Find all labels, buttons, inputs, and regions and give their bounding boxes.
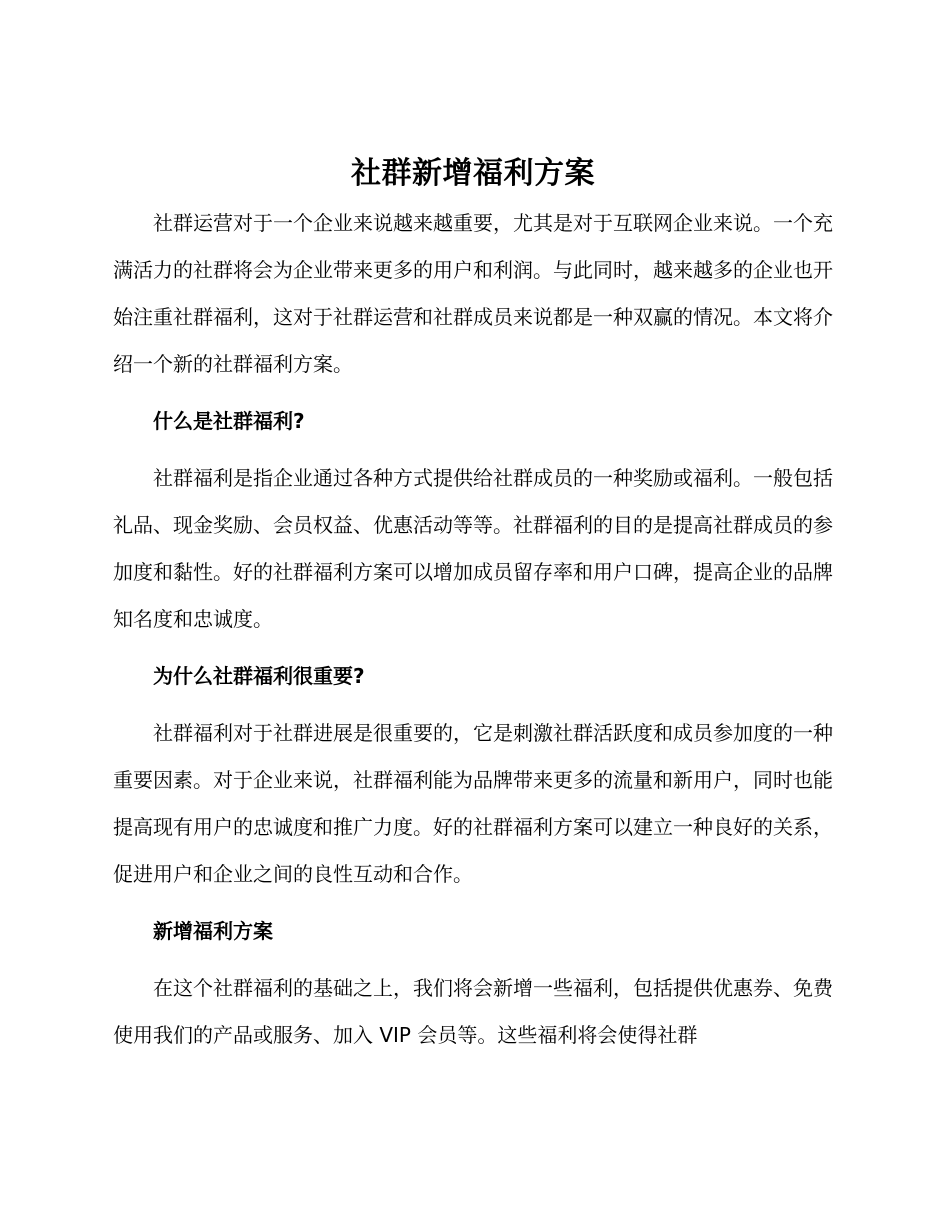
section-body-why-important: 社群福利对于社群进展是很重要的，它是刺激社群活跃度和成员参加度的一种重要因素。对于企业来说，社群福利能为品牌带来更多的流量和新用户，同时也能提高现有用户的忠诚度和推广力度。好的社群福利方案可以建立一种良好的关系，促进用户和企业之间的良性互动和合作。 <box>113 721 833 886</box>
intro-paragraph: 社群运营对于一个企业来说越来越重要，尤其是对于互联网企业来说。一个充满活力的社群将会为企业带来更多的用户和利润。与此同时，越来越多的企业也开始注重社群福利，这对于社群运营和社群成员来说都是一种双赢的情况。本文将介绍一个新的社群福利方案。 <box>113 211 833 376</box>
document-page <box>113 148 833 1069</box>
document-title: 社群新增福利方案 <box>351 156 595 191</box>
section-heading-new-plan: 新增福利方案 <box>153 919 273 943</box>
section-body-new-plan: 在这个社群福利的基础之上，我们将会新增一些福利，包括提供优惠券、免费使用我们的产品或服务、加入 VIP 会员等。这些福利将会使得社群 <box>113 976 833 1047</box>
section-body-what-is: 社群福利是指企业通过各种方式提供给社群成员的一种奖励或福利。一般包括礼品、现金奖励、会员权益、优惠活动等等。社群福利的目的是提高社群成员的参加度和黏性。好的社群福利方案可以增加成员留存率和用户口碑，提高企业的品牌知名度和忠诚度。 <box>113 466 833 631</box>
section-heading-why-important: 为什么社群福利很重要? <box>153 664 365 688</box>
section-heading-what-is: 什么是社群福利? <box>153 409 305 433</box>
